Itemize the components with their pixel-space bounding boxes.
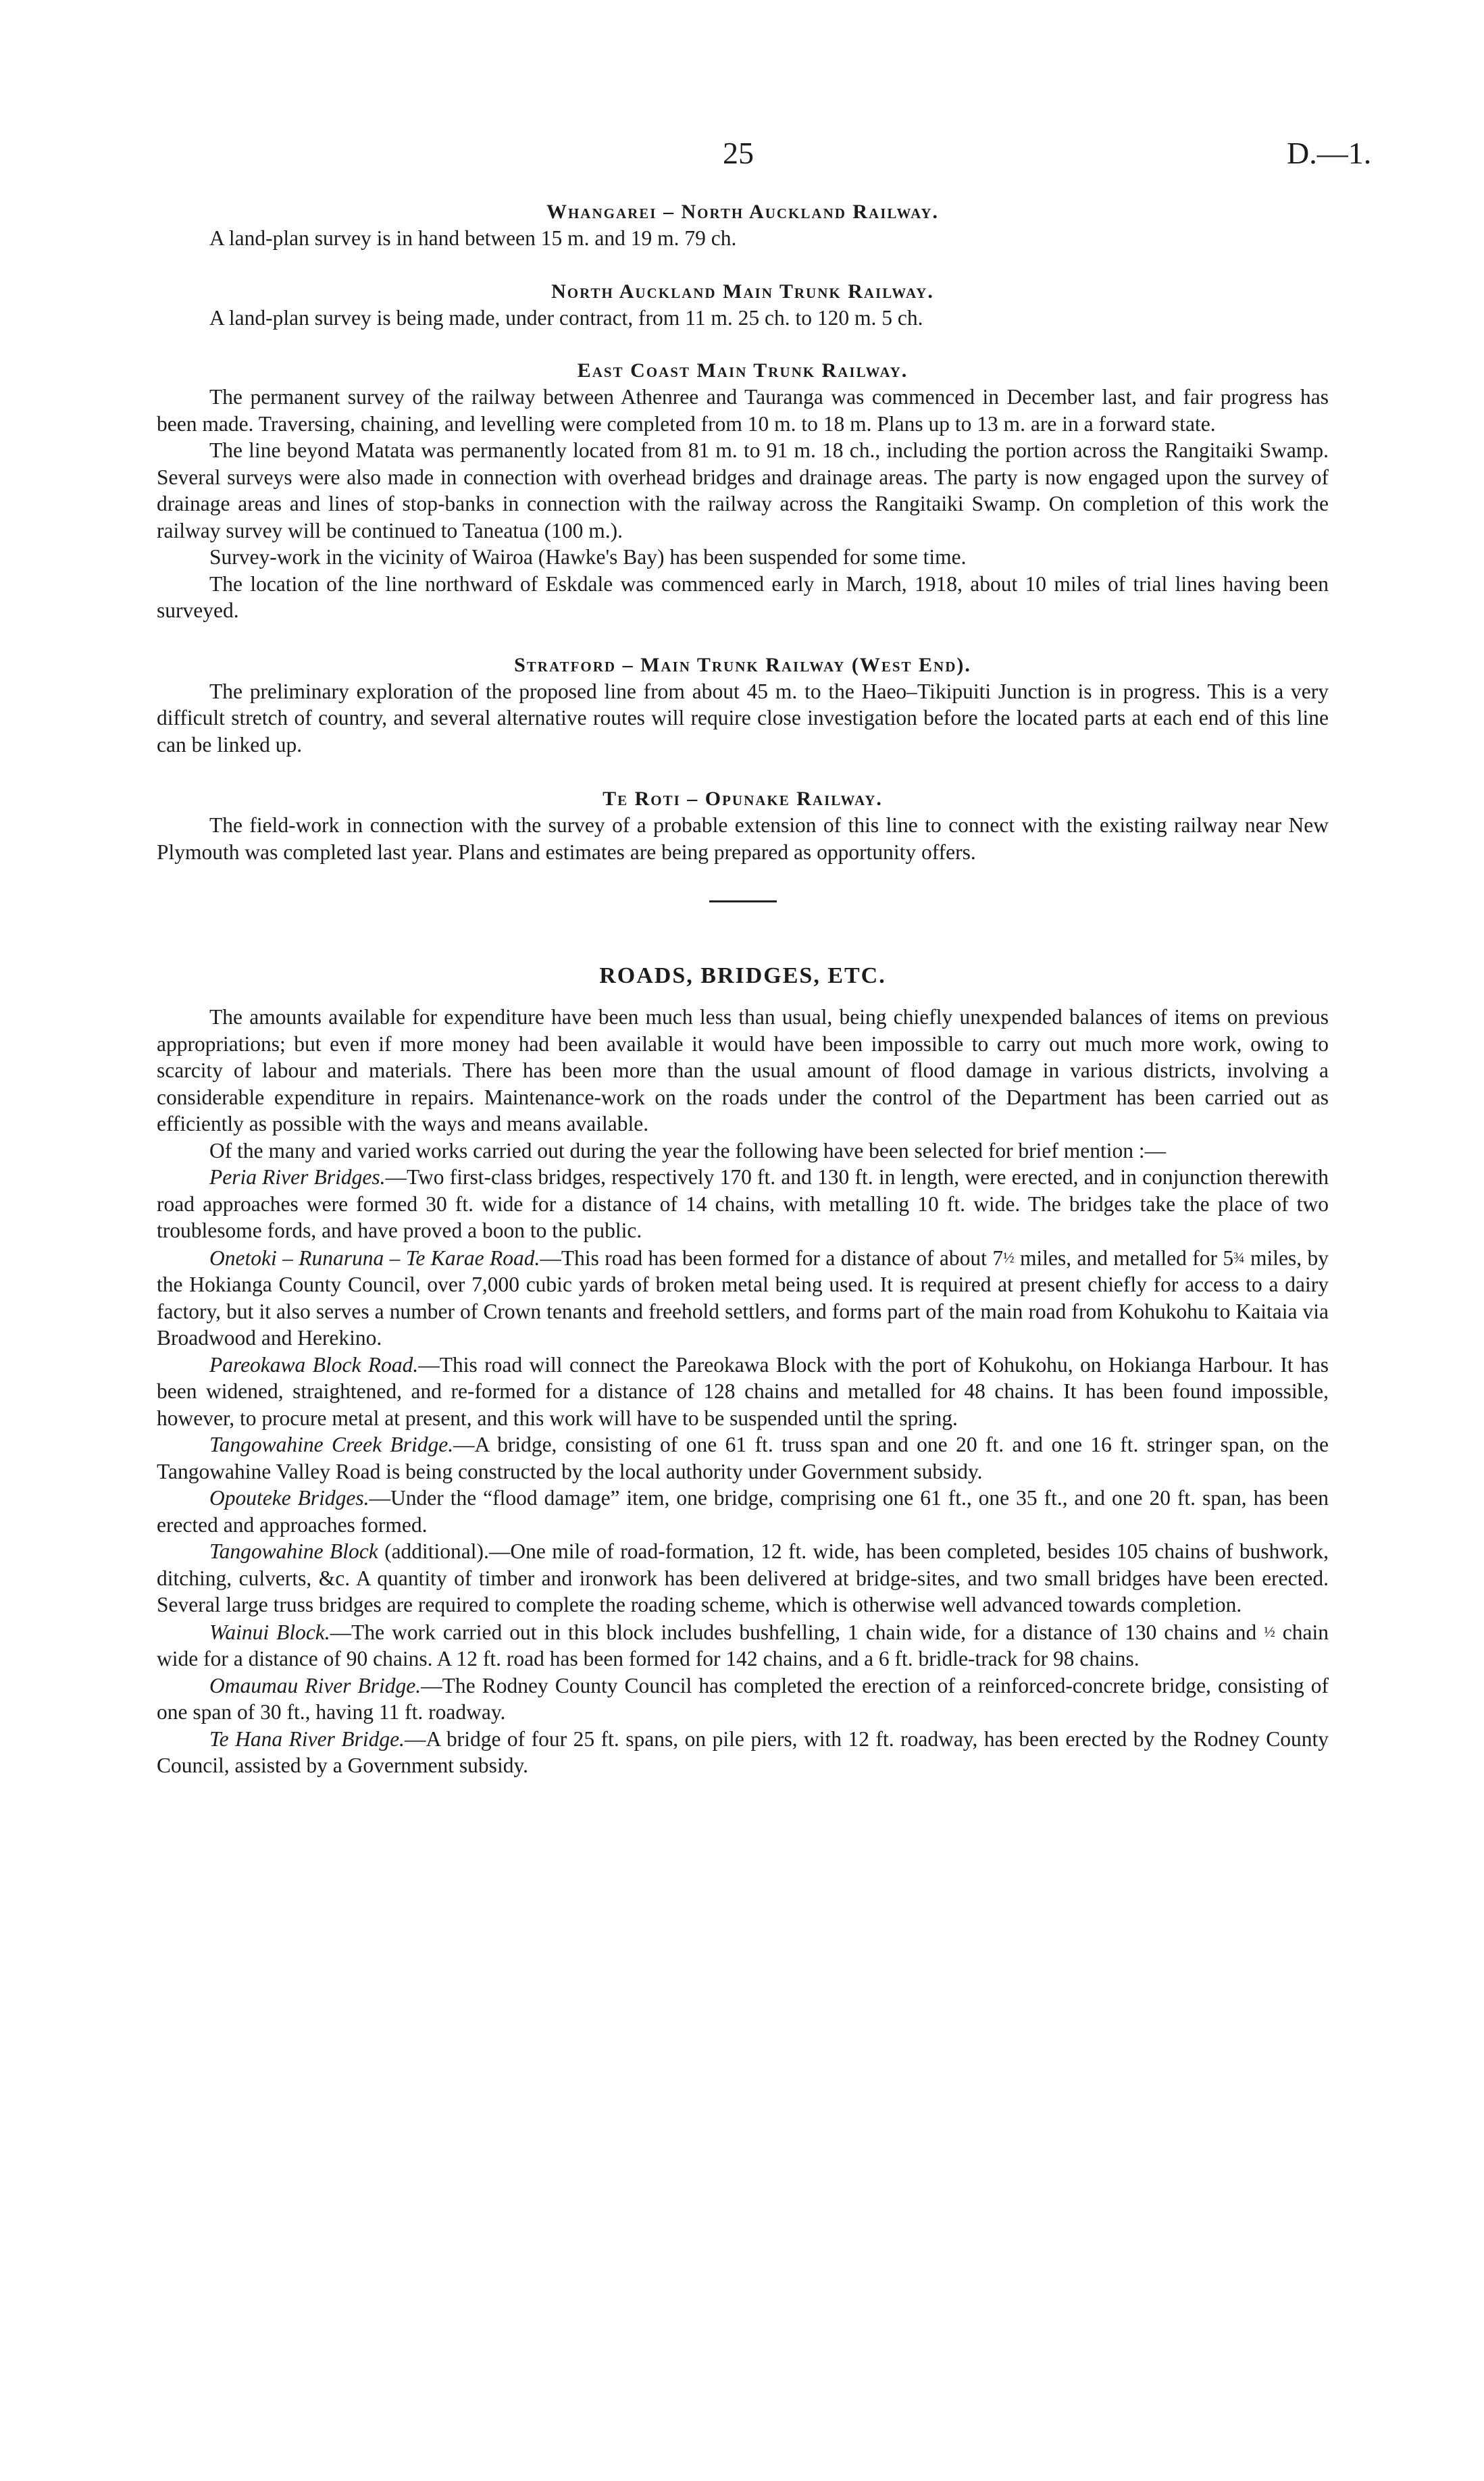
road-item-text: —A bridge, consisting of one 61 ft. truss span and one 20 ft. and one 16 ft. stringer span, on the Tangowahine Valley Road is being constructed by the local authority under Government subsidy. [157, 1433, 1329, 1483]
road-item-text: —This road will connect the Pareokawa Block with the port of Kohukohu, on Hokianga Harbour. It has been widened, straightened, and re-formed for a distance of 128 chains and metalled for 48 chains. It has been found impossible, however, to procure metal at present, and this work will have to be suspended until the spring. [157, 1352, 1329, 1430]
section-heading-east-coast: East Coast Main Trunk Railway. [577, 359, 909, 382]
paragraph: The location of the line northward of Eskdale was commenced early in March, 1918, about 10 miles of trial lines having been surveyed. [157, 571, 1329, 622]
paragraph: The field-work in connection with the survey of a probable extension of this line to connect with the existing railway near New Plymouth was completed last year. Plans and estimates are being prepared as opportunity offers. [157, 813, 1329, 864]
road-item-text: miles, by the Hokianga County Council, over 7,000 cubic yards of broken metal being used. It is required at present chiefly for access to a dairy factory, but it also serves a number of Crown tenants and freehold settlers, and forms part of the main road from Kohukohu to Kaitaia via Broadwood and Herekino. [157, 1246, 1329, 1350]
paragraph: Survey-work in the vicinity of Wairoa (Hawke's Bay) has been suspended for some time. [209, 545, 967, 569]
road-item-tangowahine-creek [157, 1431, 1329, 1485]
section-heading-whangarei: Whangarei – North Auckland Railway. [546, 201, 940, 223]
paragraph: The permanent survey of the railway between Athenree and Tauranga was commenced in December last, and fair progress has been made. Traversing, chaining, and levelling were completed from 10 m. to 18 m. Plans up to 13 m. are in a forward state. [157, 385, 1329, 436]
road-item-text: (additional).—One mile of road-formation, 12 ft. wide, has been completed, besides 105 chains of bushwork, ditching, culverts, &c. A quantity of timber and ironwork has been delivered at bridge-sites, and two small bridges have been erected. Several large truss bridges are required to complete the roading scheme, which is otherwise well advanced towards completion. [157, 1539, 1329, 1616]
road-item-omaumau [157, 1672, 1329, 1726]
paragraph: The amounts available for expenditure have been much less than usual, being chiefly unexpended balances of items on previous appropriations; but even if more money had been available it would have been impossible to carry out much more work, owing to scarcity of labour and materials. There has been more than the usual amount of flood damage in various districts, involving a considerable expenditure in repairs. Maintenance-work on the roads under the control of the Department has been carried out as efficiently as possible with the ways and means available. [157, 1005, 1329, 1135]
road-item-title: Pareokawa Block Road. [209, 1352, 419, 1377]
road-item-text: —Two first-class bridges, respectively 170 ft. and 130 ft. in length, were erected, and in conjunction therewith road approaches were formed 30 ft. wide for a distance of 14 chains, with metalling 10 ft. wide. The bridges take the place of two troublesome fords, and have proved a boon to the public. [157, 1165, 1329, 1242]
section-divider [709, 900, 777, 902]
road-item-text: —The Rodney County Council has completed the erection of a reinforced-concrete bridge, consisting of one span of 30 ft., having 11 ft. roadway. [157, 1673, 1329, 1724]
page-body [157, 199, 1329, 1779]
road-item-onetoki [157, 1244, 1329, 1352]
road-item-title: Wainui Block. [209, 1620, 330, 1644]
road-item-text: miles, and metalled for 5 [1014, 1246, 1234, 1270]
road-item-peria [157, 1164, 1329, 1244]
paragraph: A land-plan survey is in hand between 15 m. and 19 m. 79 ch. [209, 226, 737, 250]
road-item-text: —A bridge of four 25 ft. spans, on pile piers, with 12 ft. roadway, has been erected by the Rodney County Council, assisted by a Government subsidy. [157, 1727, 1329, 1777]
road-item-tangowahine-block [157, 1538, 1329, 1618]
section-heading-te-roti: Te Roti – Opunake Railway. [603, 788, 883, 810]
road-item-title: Tangowahine Creek Bridge. [209, 1433, 454, 1456]
road-item-text: —Under the “flood damage” item, one bridge, comprising one 61 ft., one 35 ft., and one 20 ft. span, has been erected and approaches formed. [157, 1486, 1329, 1537]
road-item-te-hana [157, 1726, 1329, 1779]
road-item-wainui [157, 1618, 1329, 1672]
paragraph: The line beyond Matata was permanently located from 81 m. to 91 m. 18 ch., including the portion across the Rangitaiki Swamp. Several surveys were also made in connection with overhead bridges and drainage areas. The party is now engaged upon the survey of drainage areas and lines of stop-banks in connection with the railway across the Rangitaiki Swamp. On completion of this work the railway survey will be continued to Taneatua (100 m.). [157, 438, 1329, 542]
road-item-title: Omaumau River Bridge. [209, 1673, 421, 1697]
paragraph: Of the many and varied works carried out during the year the following have been selected for brief mention :— [209, 1138, 1167, 1162]
section-heading-stratford: Stratford – Main Trunk Railway (West End). [514, 653, 971, 676]
road-item-pareokawa [157, 1352, 1329, 1432]
road-item-title: Peria River Bridges. [209, 1165, 386, 1189]
paragraph: The preliminary exploration of the proposed line from about 45 m. to the Haeo–Tikipuiti Junction is in progress. This is a very difficult stretch of country, and several alternative routes will require close investigation before the located parts at each end of this line can be linked up. [157, 679, 1329, 757]
road-item-title: Te Hana River Bridge. [209, 1727, 405, 1751]
road-item-title: Opouteke Bridges. [209, 1486, 369, 1510]
road-item-title: Onetoki – Runaruna – Te Karae Road. [209, 1246, 540, 1270]
page-number: 25 [723, 136, 754, 170]
road-item-text: —The work carried out in this block includes bushfelling, 1 chain wide, for a distance of 130 chains and [330, 1620, 1264, 1644]
paragraph: A land-plan survey is being made, under contract, from 11 m. 25 ch. to 120 m. 5 ch. [209, 305, 923, 330]
page-reference: D.—1. [1287, 136, 1372, 170]
road-item-title: Tangowahine Block [209, 1539, 378, 1563]
fraction: ¾ [1233, 1248, 1245, 1266]
fraction: ½ [1003, 1248, 1015, 1266]
road-item-text: chain wide for a distance of 90 chains. A 12 ft. road has been formed for 142 chains, and a 6 ft. bridle-track for 98 chains. [157, 1620, 1329, 1670]
roads-heading: ROADS, BRIDGES, ETC. [599, 963, 886, 988]
road-item-text: —This road has been formed for a distance of about 7 [540, 1246, 1004, 1270]
road-item-opouteke [157, 1485, 1329, 1538]
section-heading-north-auckland: North Auckland Main Trunk Railway. [551, 280, 934, 303]
fraction: ½ [1264, 1622, 1275, 1640]
